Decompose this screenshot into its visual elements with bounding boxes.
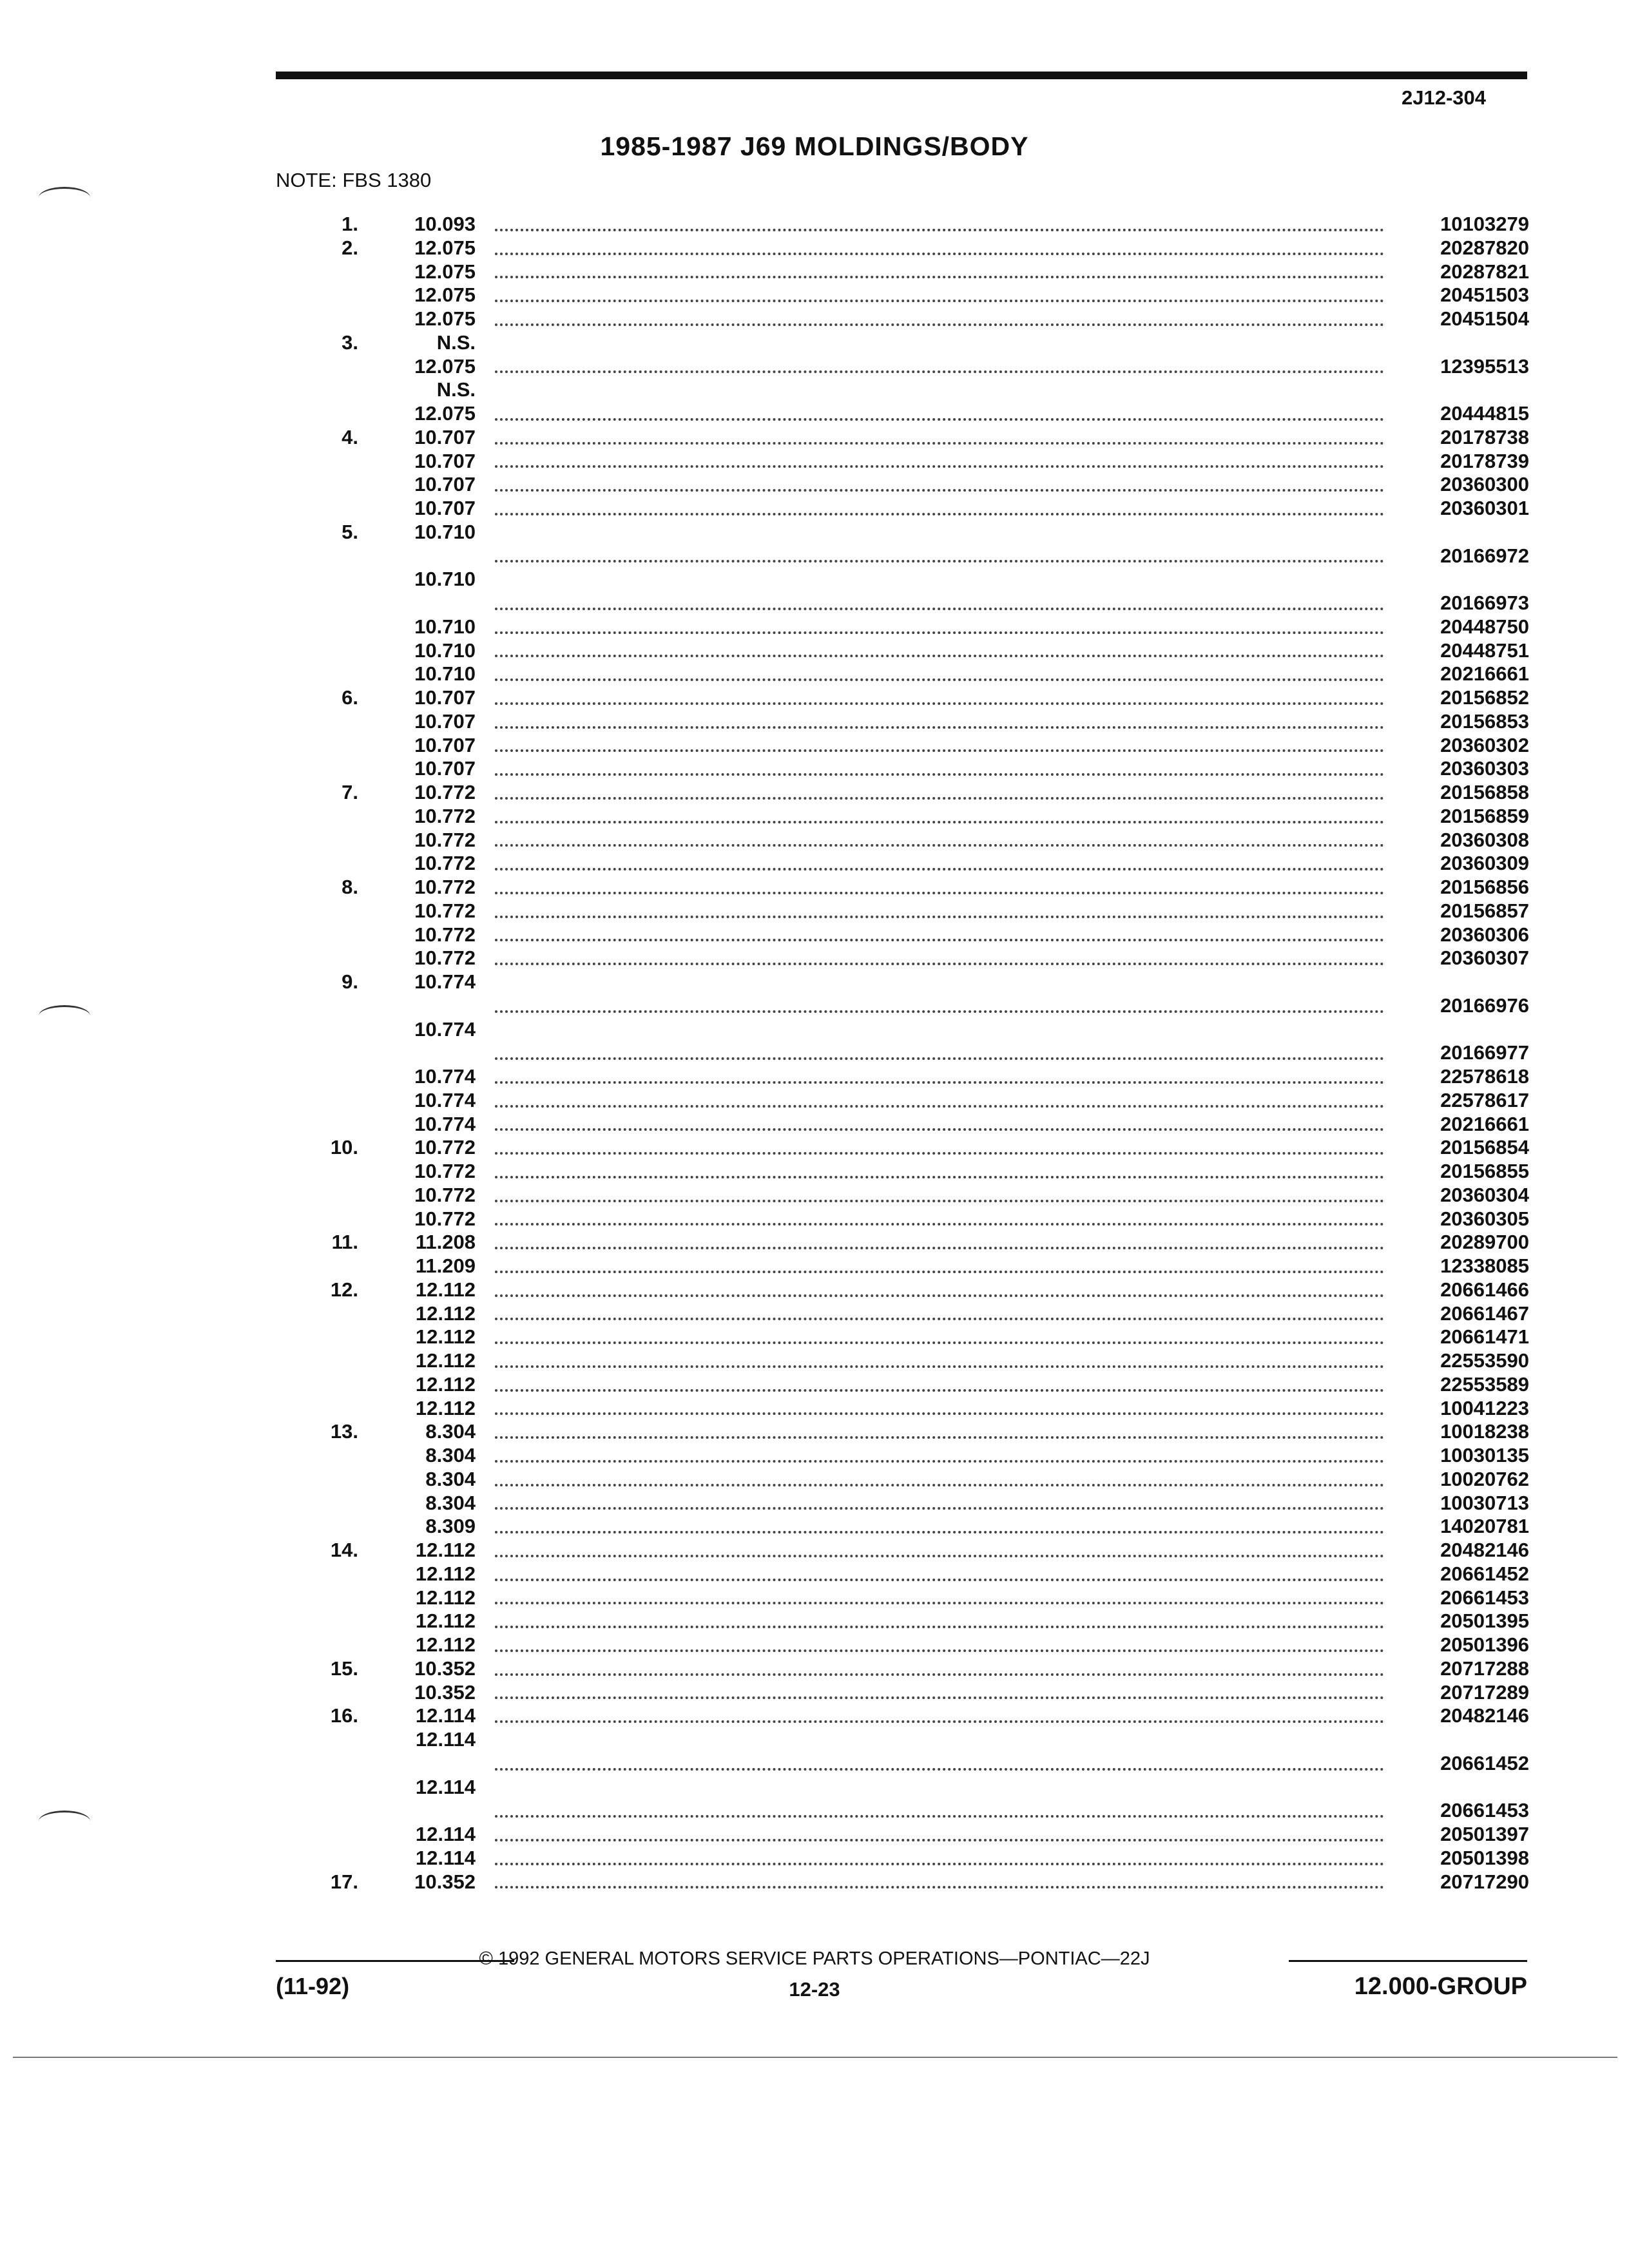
part-number: 20178739	[1394, 450, 1529, 474]
group-number: 12.112	[415, 1349, 476, 1372]
part-row	[276, 307, 1529, 331]
part-row	[276, 686, 1529, 710]
part-row	[276, 734, 1529, 758]
group-number: 8.304	[425, 1467, 476, 1490]
dot-leader	[495, 1579, 1384, 1581]
part-number: 20661453	[1394, 1586, 1529, 1610]
dot-leader	[495, 370, 1384, 373]
dot-leader	[495, 1768, 1384, 1771]
part-row	[276, 757, 1529, 781]
ref-number: 11.	[331, 1231, 358, 1254]
part-row	[276, 1539, 1529, 1562]
dot-leader	[495, 655, 1384, 657]
part-number: 20717288	[1394, 1657, 1529, 1681]
group-number: 10.352	[414, 1870, 476, 1893]
group-number: 10.772	[414, 947, 476, 970]
part-number: 20451504	[1394, 307, 1529, 331]
group-number: 10.352	[414, 1657, 476, 1680]
group-number: 12.114	[415, 1728, 476, 1751]
group-number: 10.774	[414, 1065, 476, 1088]
part-number: 20661471	[1394, 1325, 1529, 1349]
dot-leader	[495, 844, 1384, 847]
ref-number: 1.	[342, 213, 358, 235]
part-row	[276, 213, 1529, 236]
dot-leader	[495, 1531, 1384, 1533]
group-number: 12.114	[415, 1775, 476, 1798]
ref-number: 3.	[342, 331, 358, 354]
part-number: 20216661	[1394, 662, 1529, 686]
dot-leader	[495, 1602, 1384, 1604]
part-number: 20501397	[1394, 1823, 1529, 1847]
part-row	[276, 260, 1529, 284]
part-row	[276, 236, 1529, 260]
part-number: 20156854	[1394, 1136, 1529, 1160]
ref-number: 14.	[330, 1539, 358, 1561]
part-row	[276, 378, 1529, 402]
group-number: 12.112	[415, 1633, 476, 1656]
dot-leader	[495, 1720, 1384, 1723]
part-number: 20448750	[1394, 615, 1529, 639]
group-number: 10.772	[414, 923, 476, 946]
dot-leader	[495, 1649, 1384, 1652]
dot-leader	[495, 797, 1384, 800]
dot-leader	[495, 1696, 1384, 1699]
dot-leader	[495, 276, 1384, 278]
dot-leader	[495, 1863, 1384, 1865]
part-row	[276, 1681, 1529, 1705]
group-number: 8.304	[425, 1491, 476, 1514]
group-label: 12.000-GROUP	[1354, 1973, 1527, 2000]
group-number: 12.075	[414, 354, 476, 378]
part-row	[276, 970, 1529, 994]
part-number: 20216661	[1394, 1113, 1529, 1137]
dot-leader	[495, 1412, 1384, 1415]
ref-number: 16.	[330, 1704, 358, 1727]
part-row	[276, 1231, 1529, 1254]
dot-leader	[495, 916, 1384, 918]
group-number: 11.209	[415, 1254, 476, 1277]
dot-leader	[495, 726, 1384, 729]
dot-leader	[495, 253, 1384, 255]
group-number: 10.710	[414, 639, 476, 662]
dot-leader	[495, 229, 1384, 231]
group-number: 10.707	[414, 757, 476, 780]
part-number: 22578618	[1394, 1065, 1529, 1089]
part-row	[276, 1657, 1529, 1681]
part-number: 10041223	[1394, 1397, 1529, 1421]
part-row	[276, 1160, 1529, 1184]
part-number: 10030713	[1394, 1492, 1529, 1515]
group-number: N.S.	[436, 378, 476, 401]
part-number: 22553589	[1394, 1373, 1529, 1397]
part-row	[276, 662, 1529, 686]
part-row	[276, 1823, 1529, 1847]
dot-leader	[495, 1839, 1384, 1841]
dot-leader	[495, 1555, 1384, 1557]
part-number: 20501396	[1394, 1633, 1529, 1657]
part-row	[276, 521, 1529, 544]
dot-leader	[495, 1815, 1384, 1818]
group-number: 12.112	[415, 1325, 476, 1349]
dot-leader	[495, 1105, 1384, 1108]
group-number: 10.774	[414, 1017, 476, 1041]
part-number: 20178738	[1394, 426, 1529, 450]
group-number: 8.309	[425, 1515, 476, 1538]
dot-leader	[495, 1271, 1384, 1273]
binder-hole-mark	[39, 1811, 90, 1832]
ref-number: 7.	[342, 781, 358, 803]
group-number: 10.093	[414, 213, 476, 235]
part-number: 10020762	[1394, 1468, 1529, 1492]
ref-number: 2.	[342, 236, 358, 259]
part-number: 20661466	[1394, 1278, 1529, 1302]
ref-number: 13.	[330, 1420, 358, 1443]
part-number: 20360307	[1394, 947, 1529, 970]
part-row	[276, 1847, 1529, 1870]
group-number: 12.112	[415, 1278, 476, 1301]
dot-leader	[495, 868, 1384, 870]
binder-hole-mark	[39, 1005, 90, 1026]
group-number: 10.772	[414, 804, 476, 827]
part-row	[276, 1420, 1529, 1444]
part-row	[276, 1562, 1529, 1586]
part-row	[276, 1752, 1529, 1776]
ref-number: 12.	[330, 1278, 358, 1301]
dot-leader	[495, 465, 1384, 468]
part-number: 20360304	[1394, 1184, 1529, 1207]
group-number: 12.075	[414, 236, 476, 259]
group-number: 12.112	[415, 1372, 476, 1396]
part-number: 20451503	[1394, 284, 1529, 307]
dot-leader	[495, 1081, 1384, 1084]
part-row	[276, 1515, 1529, 1539]
dot-leader	[495, 1247, 1384, 1249]
part-row	[276, 994, 1529, 1018]
dot-leader	[495, 1294, 1384, 1297]
dot-leader	[495, 1152, 1384, 1155]
dot-leader	[495, 1176, 1384, 1178]
part-row	[276, 284, 1529, 307]
dot-leader	[495, 300, 1384, 302]
dot-leader	[495, 1507, 1384, 1510]
part-number: 20360303	[1394, 757, 1529, 781]
group-number: 12.075	[414, 307, 476, 330]
dot-leader	[495, 608, 1384, 610]
group-number: 10.772	[414, 1183, 476, 1206]
part-row	[276, 829, 1529, 852]
group-number: 10.710	[414, 662, 476, 686]
part-number: 10030135	[1394, 1444, 1529, 1468]
part-row	[276, 1799, 1529, 1823]
group-number: 10.707	[414, 449, 476, 472]
page-id: 2J12-304	[1401, 86, 1486, 109]
dot-leader	[495, 1200, 1384, 1202]
part-number: 20717289	[1394, 1681, 1529, 1705]
part-row	[276, 947, 1529, 970]
part-number: 20482146	[1394, 1704, 1529, 1728]
dot-leader	[495, 489, 1384, 492]
dot-leader	[495, 418, 1384, 421]
part-row	[276, 568, 1529, 591]
part-number: 20287821	[1394, 260, 1529, 284]
part-number: 20166977	[1394, 1041, 1529, 1065]
dot-leader	[495, 1365, 1384, 1368]
part-number: 12338085	[1394, 1254, 1529, 1278]
ref-number: 17.	[330, 1870, 358, 1893]
part-row	[276, 355, 1529, 379]
part-row	[276, 899, 1529, 923]
dot-leader	[495, 1460, 1384, 1463]
part-row	[276, 710, 1529, 734]
part-row	[276, 591, 1529, 615]
ref-number: 6.	[342, 686, 358, 709]
group-number: 10.352	[414, 1680, 476, 1704]
group-number: 10.707	[414, 686, 476, 709]
dot-leader	[495, 513, 1384, 515]
part-number: 10103279	[1394, 213, 1529, 236]
group-number: 10.772	[414, 852, 476, 875]
dot-leader	[495, 678, 1384, 681]
part-row	[276, 497, 1529, 521]
header-rule	[276, 72, 1527, 79]
part-number: 20501398	[1394, 1847, 1529, 1870]
dot-leader	[495, 702, 1384, 705]
ref-number: 5.	[342, 520, 358, 543]
group-number: 12.112	[415, 1586, 476, 1609]
dot-leader	[495, 892, 1384, 894]
group-number: 10.772	[414, 1136, 476, 1159]
part-row	[276, 852, 1529, 876]
part-row	[276, 781, 1529, 805]
part-row	[276, 805, 1529, 829]
group-number: 10.707	[414, 473, 476, 496]
part-number: 20501395	[1394, 1610, 1529, 1633]
copyright-notice: © 1992 GENERAL MOTORS SERVICE PARTS OPERATIONS—PONTIAC—22J	[479, 1948, 1150, 1969]
group-number: 12.112	[415, 1610, 476, 1633]
part-number: 20156856	[1394, 876, 1529, 899]
part-row	[276, 1349, 1529, 1373]
part-row	[276, 1373, 1529, 1397]
part-row	[276, 1278, 1529, 1302]
part-row	[276, 639, 1529, 663]
part-row	[276, 544, 1529, 568]
dot-leader	[495, 749, 1384, 752]
part-number: 20166973	[1394, 591, 1529, 615]
group-number: 10.772	[414, 899, 476, 922]
part-row	[276, 1468, 1529, 1492]
group-number: 10.774	[414, 1088, 476, 1111]
part-number: 20156858	[1394, 781, 1529, 805]
part-row	[276, 1041, 1529, 1065]
group-number: 12.075	[414, 402, 476, 425]
group-number: 10.772	[414, 1160, 476, 1182]
part-number: 20156855	[1394, 1160, 1529, 1184]
part-row	[276, 473, 1529, 497]
page-title: 1985-1987 J69 MOLDINGS/BODY	[600, 131, 1029, 161]
dot-leader	[495, 1057, 1384, 1060]
part-row	[276, 1728, 1529, 1752]
part-row	[276, 1254, 1529, 1278]
group-number: N.S.	[436, 331, 476, 354]
part-row	[276, 1018, 1529, 1042]
part-number: 20661452	[1394, 1562, 1529, 1586]
dot-leader	[495, 631, 1384, 634]
part-row	[276, 1302, 1529, 1326]
group-number: 10.772	[414, 781, 476, 803]
part-row	[276, 450, 1529, 474]
part-row	[276, 923, 1529, 947]
group-number: 10.774	[414, 970, 476, 993]
dot-leader	[495, 821, 1384, 823]
part-row	[276, 1207, 1529, 1231]
part-number: 20444815	[1394, 402, 1529, 426]
part-row	[276, 1397, 1529, 1421]
part-number: 12395513	[1394, 355, 1529, 379]
part-number: 20289700	[1394, 1231, 1529, 1254]
part-number: 22578617	[1394, 1089, 1529, 1113]
dot-leader	[495, 1484, 1384, 1486]
dot-leader	[495, 442, 1384, 445]
ref-number: 15.	[330, 1657, 358, 1680]
group-number: 10.772	[414, 828, 476, 851]
part-number: 14020781	[1394, 1515, 1529, 1539]
binder-hole-mark	[39, 187, 90, 208]
part-row	[276, 1113, 1529, 1137]
dot-leader	[495, 1128, 1384, 1131]
ref-number: 9.	[342, 970, 358, 993]
part-number: 20287820	[1394, 236, 1529, 260]
group-number: 12.075	[414, 284, 476, 307]
group-number: 12.114	[415, 1846, 476, 1869]
part-row	[276, 1870, 1529, 1894]
group-number: 10.710	[414, 568, 476, 591]
group-number: 12.112	[415, 1539, 476, 1561]
part-number: 22553590	[1394, 1349, 1529, 1373]
part-row	[276, 1633, 1529, 1657]
group-number: 8.304	[425, 1444, 476, 1466]
dot-leader	[495, 773, 1384, 776]
part-number: 20360305	[1394, 1207, 1529, 1231]
part-row	[276, 402, 1529, 426]
part-row	[276, 1444, 1529, 1468]
group-number: 8.304	[425, 1420, 476, 1443]
group-number: 10.772	[414, 876, 476, 898]
group-number: 12.114	[415, 1823, 476, 1845]
part-number: 20156857	[1394, 899, 1529, 923]
part-row	[276, 426, 1529, 450]
revision-date: (11-92)	[276, 1973, 350, 1999]
dot-leader	[495, 1673, 1384, 1676]
part-number: 20166972	[1394, 544, 1529, 568]
part-number: 20156852	[1394, 686, 1529, 710]
ref-number: 8.	[342, 876, 358, 898]
group-number: 12.075	[414, 260, 476, 283]
part-number: 20166976	[1394, 994, 1529, 1018]
dot-leader	[495, 1389, 1384, 1392]
page-note: NOTE: FBS 1380	[276, 169, 432, 191]
group-number: 10.707	[414, 709, 476, 733]
group-number: 12.112	[415, 1302, 476, 1325]
group-number: 10.772	[414, 1207, 476, 1230]
part-number: 20661453	[1394, 1799, 1529, 1823]
group-number: 10.707	[414, 425, 476, 448]
part-row	[276, 1184, 1529, 1207]
part-number: 20360302	[1394, 734, 1529, 758]
group-number: 12.112	[415, 1396, 476, 1419]
part-number: 20360309	[1394, 852, 1529, 876]
group-number: 10.707	[414, 497, 476, 519]
part-row	[276, 1610, 1529, 1633]
ref-number: 4.	[342, 425, 358, 448]
part-number: 20156853	[1394, 710, 1529, 734]
part-row	[276, 1492, 1529, 1515]
dot-leader	[495, 560, 1384, 562]
group-number: 10.774	[414, 1112, 476, 1135]
part-number: 20482146	[1394, 1539, 1529, 1562]
part-row	[276, 1065, 1529, 1089]
dot-leader	[495, 1010, 1384, 1013]
part-row	[276, 1704, 1529, 1728]
dot-leader	[495, 1341, 1384, 1344]
part-row	[276, 615, 1529, 639]
part-row	[276, 1136, 1529, 1160]
part-number: 20360300	[1394, 473, 1529, 497]
group-number: 12.112	[415, 1562, 476, 1585]
part-row	[276, 331, 1529, 355]
part-row	[276, 1089, 1529, 1113]
dot-leader	[495, 963, 1384, 965]
part-number: 20360308	[1394, 829, 1529, 852]
part-row	[276, 876, 1529, 899]
part-number: 20661467	[1394, 1302, 1529, 1326]
part-row	[276, 1325, 1529, 1349]
group-number: 12.114	[415, 1704, 476, 1727]
group-number: 11.208	[415, 1231, 476, 1254]
group-number: 10.710	[414, 615, 476, 638]
part-number: 20360301	[1394, 497, 1529, 521]
dot-leader	[495, 939, 1384, 941]
part-number: 20661452	[1394, 1752, 1529, 1776]
dot-leader	[495, 1436, 1384, 1439]
dot-leader	[495, 1223, 1384, 1225]
dot-leader	[495, 1318, 1384, 1320]
part-number: 20156859	[1394, 805, 1529, 829]
dot-leader	[495, 323, 1384, 326]
group-number: 10.710	[414, 520, 476, 543]
page-number: 12-23	[789, 1978, 840, 2001]
ref-number: 10.	[330, 1136, 358, 1159]
dot-leader	[495, 1626, 1384, 1628]
parts-list	[276, 213, 1529, 1894]
part-number: 20360306	[1394, 923, 1529, 947]
dot-leader	[495, 1886, 1384, 1888]
part-number: 20448751	[1394, 639, 1529, 663]
part-number: 20717290	[1394, 1870, 1529, 1894]
part-number: 10018238	[1394, 1420, 1529, 1444]
group-number: 10.707	[414, 733, 476, 756]
scan-edge-line	[13, 2057, 1617, 2058]
part-row	[276, 1776, 1529, 1800]
part-row	[276, 1586, 1529, 1610]
